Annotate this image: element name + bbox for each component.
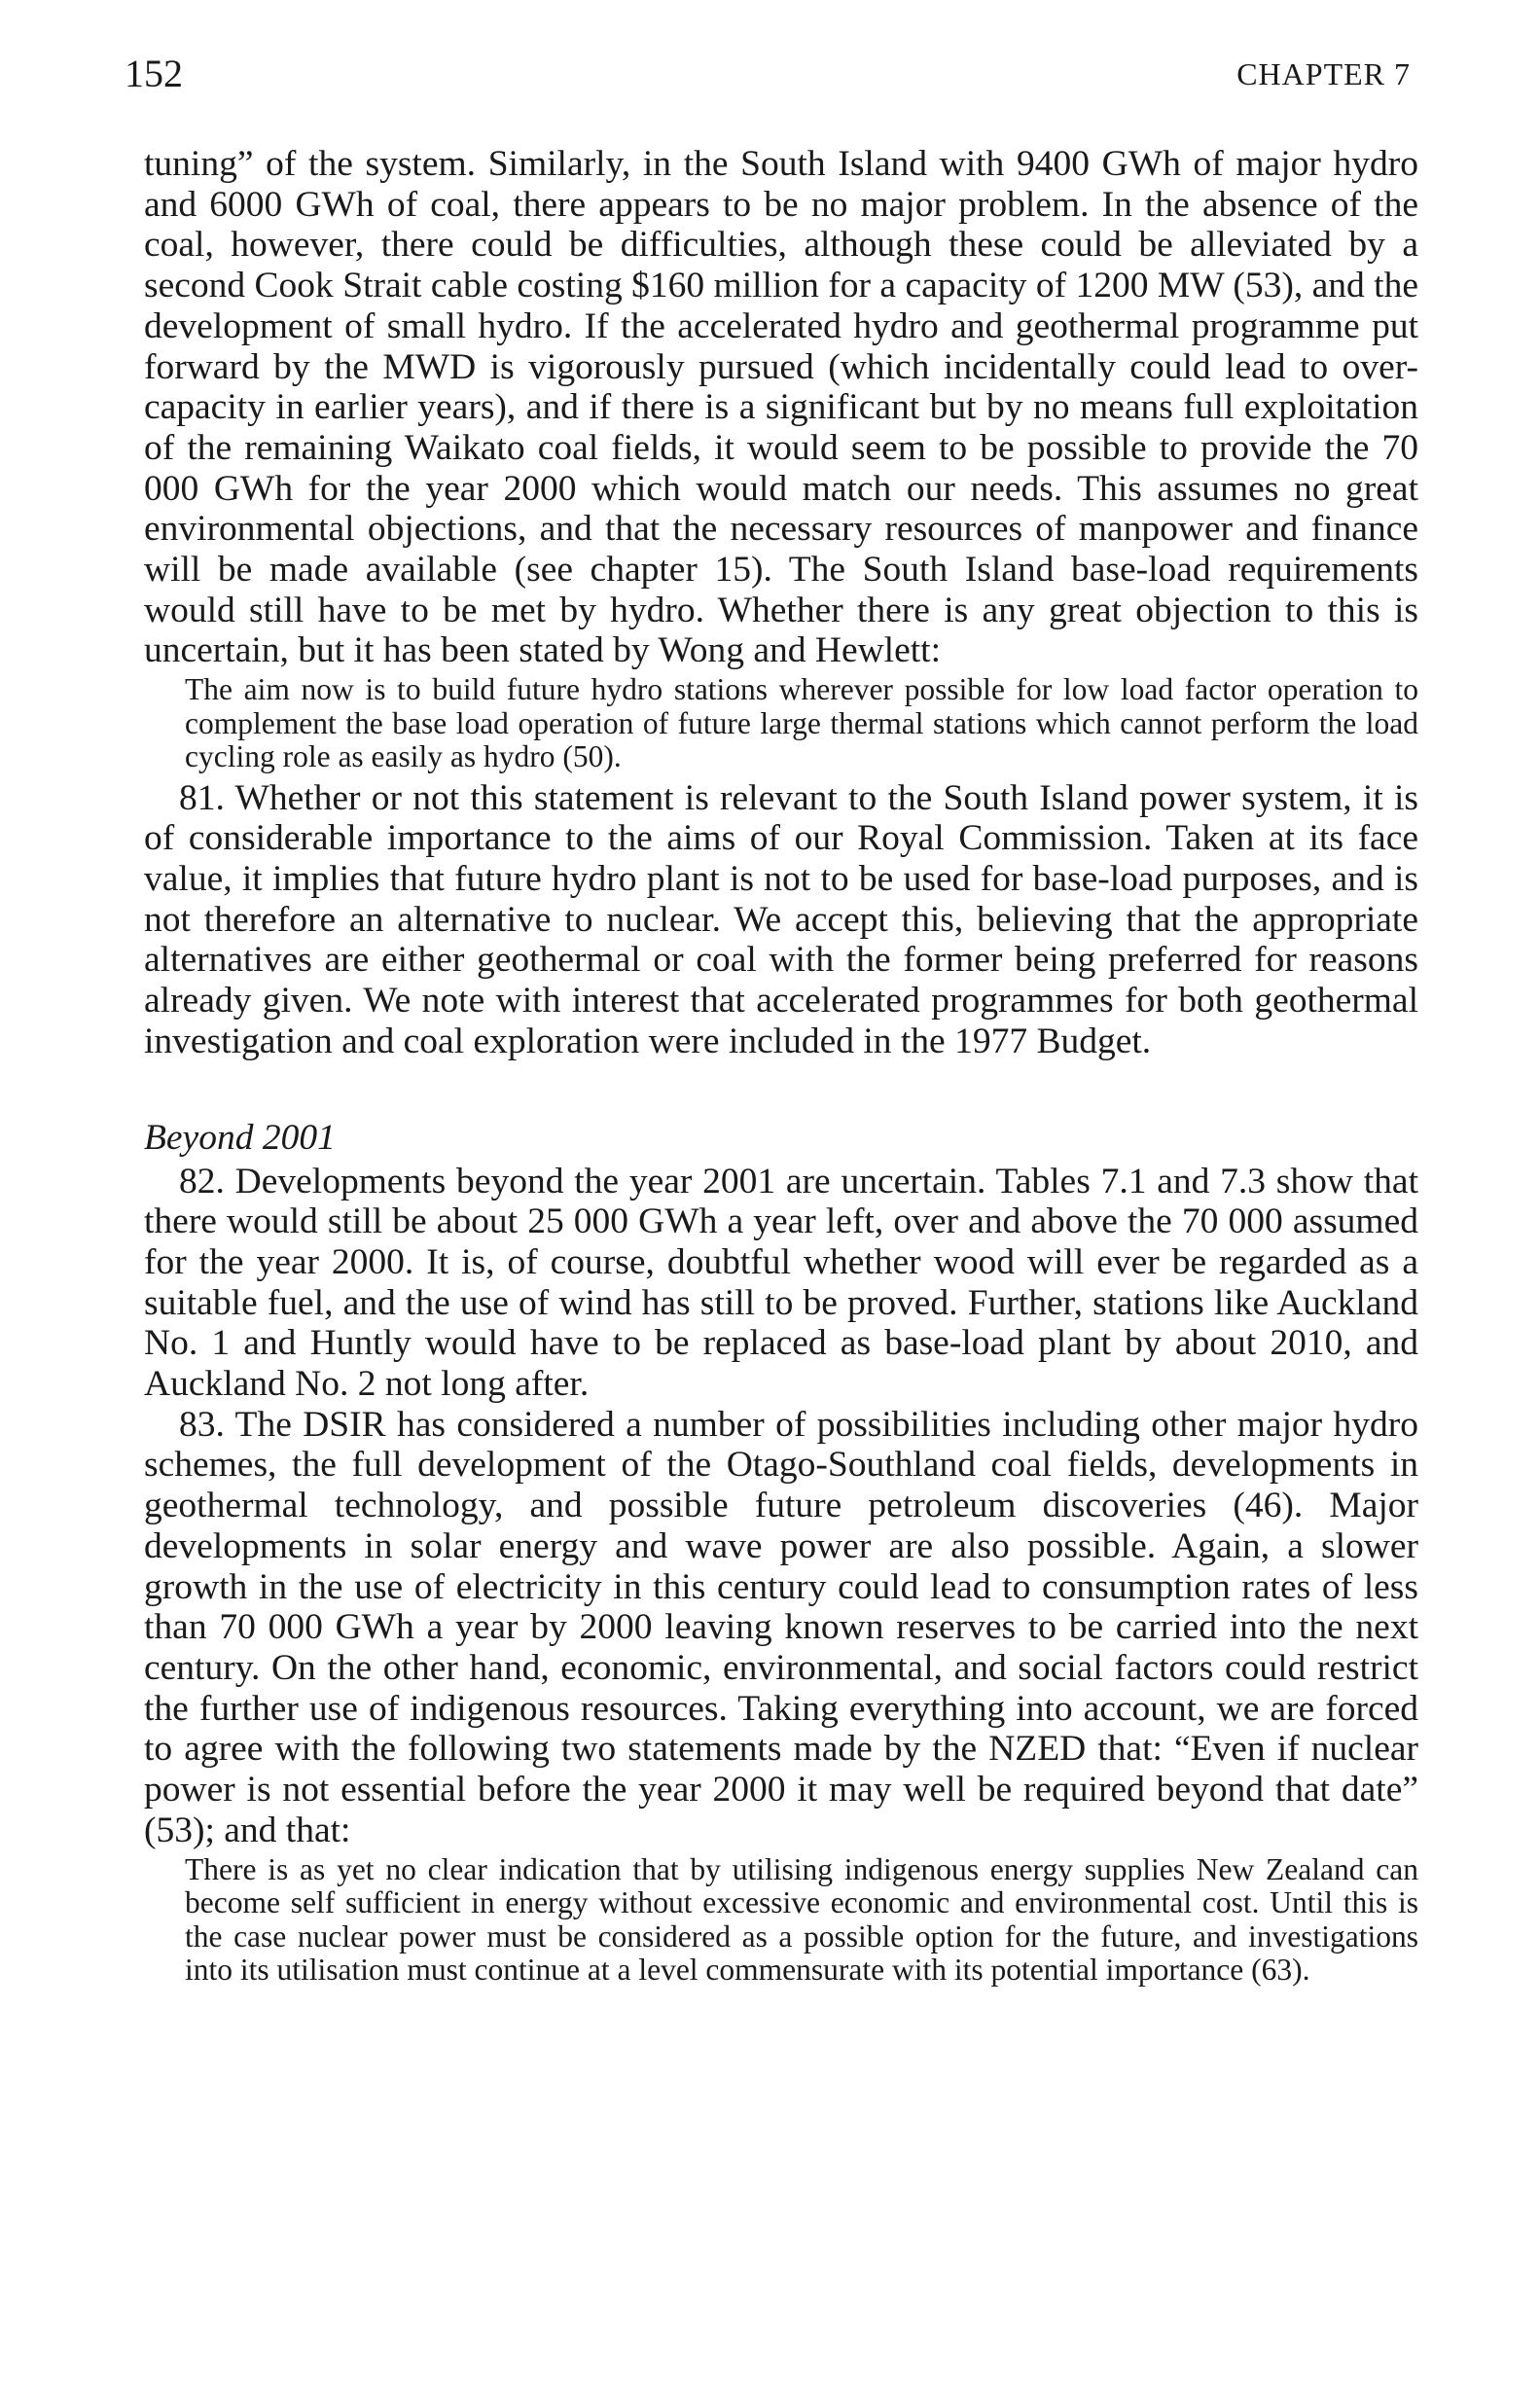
running-head: CHAPTER 7 — [1236, 56, 1411, 91]
section-heading: Beyond 2001 — [144, 1117, 336, 1158]
paragraph-81: 81. Whether or not this statement is relevant to the South Island power system, it is of considerable importance to the aims of our Royal Commission. Taken at its face value, it implies that future hydro plant is not to be used for base-load purposes, and is not therefore an alternative to nuclear. We accept this, believing that the appropriate alternatives are either geothermal or coal with the former being preferred for reasons already given. We note with interest that accelerated programmes for both geothermal investigation and coal exploration were included in the 1977 Budget. — [144, 777, 1418, 1061]
block-quote-wong-hewlett: The aim now is to build future hydro stations wherever possible for low load factor operation to complement the base load operation of future large thermal stations which cannot perform the load cycling role as easily as hydro (50). — [185, 672, 1418, 774]
paragraph-continuation: tuning” of the system. Similarly, in the South Island with 9400 GWh of major hydro and 6000 GWh of coal, there appears to be no major problem. In the absence of the coal, however, there could be difficulties, although these could be alleviated by a second Cook Strait cable costing $160 million for a capacity of 1200 MW (53), and the development of small hydro. If the accelerated hydro and geothermal programme put forward by the MWD is vigorously pursued (which incidentally could lead to over-capacity in earlier years), and if there is a significant but by no means full exploitation of the remaining Waikato coal fields, it would seem to be possible to provide the 70 000 GWh for the year 2000 which would match our needs. This assumes no great environmental objections, and that the necessary resources of manpower and finance will be made available (see chapter 15). The South Island base-load requirements would still have to be met by hydro. Whether there is any great objection to this is uncertain, but it has been stated by Wong and Hewlett: — [144, 144, 1418, 671]
page-number: 152 — [125, 52, 183, 95]
body-text — [144, 144, 1418, 1991]
paragraph-83: 83. The DSIR has considered a number of possibilities including other major hydro schemes, the full development of the Otago-Southland coal fields, developments in geothermal technology, and possible future petroleum discoveries (46). Major developments in solar energy and wave power are also possible. Again, a slower growth in the use of electricity in this century could lead to consumption rates of less than 70 000 GWh a year by 2000 leaving known reserves to be carried into the next century. On the other hand, economic, environmental, and social factors could restrict the further use of indigenous resources. Taking everything into account, we are forced to agree with the following two statements made by the NZED that: “Even if nuclear power is not essential before the year 2000 it may well be required beyond that date” (53); and that: — [144, 1404, 1418, 1850]
paragraph-82: 82. Developments beyond the year 2001 are uncertain. Tables 7.1 and 7.3 show that there would still be about 25 000 GWh a year left, over and above the 70 000 assumed for the year 2000. It is, of course, doubtful whether wood will ever be regarded as a suitable fuel, and the use of wind has still to be proved. Further, stations like Auckland No. 1 and Huntly would have to be replaced as base-load plant by about 2010, and Auckland No. 2 not long after. — [144, 1161, 1418, 1405]
block-quote-nzed: There is as yet no clear indication that by utilising indigenous energy supplies New Zealand can become self sufficient in energy without excessive economic and environmental cost. Until this is the case nuclear power must be considered as a possible option for the future, and investigations into its utilisation must continue at a level commensurate with its potential importance (63). — [185, 1851, 1418, 1988]
